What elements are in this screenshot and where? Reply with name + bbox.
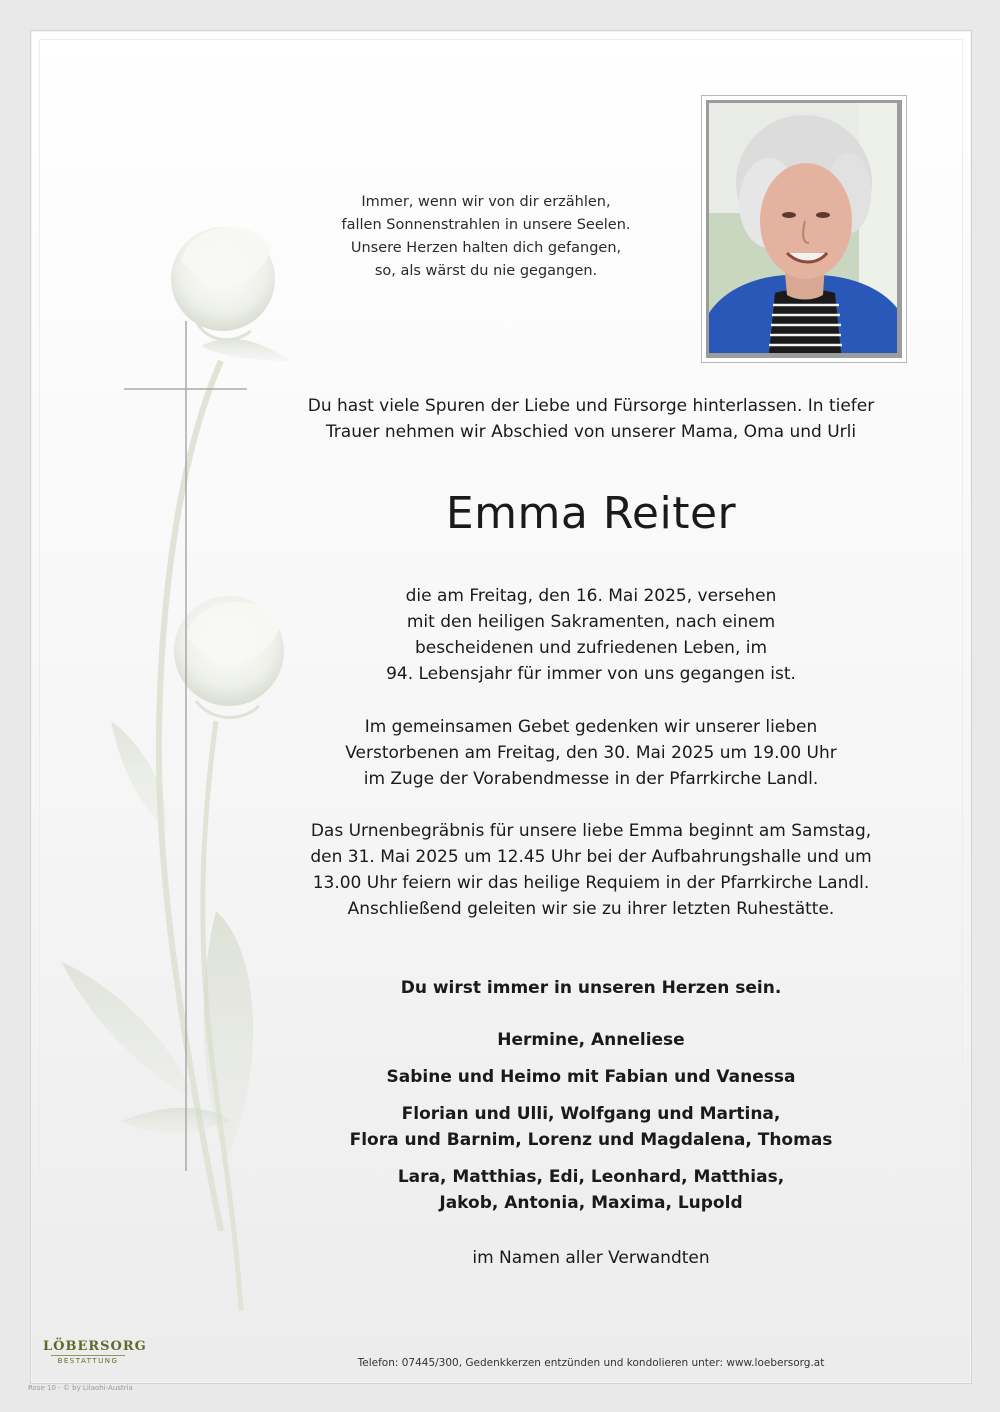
verse-line: fallen Sonnenstrahlen in unsere Seelen. [341, 217, 631, 233]
paragraph-line: die am Freitag, den 16. Mai 2025, versehen [405, 586, 777, 606]
mourner-group [261, 1101, 921, 1153]
paragraph-line: im Zuge der Vorabendmesse in der Pfarrkirche Landl. [363, 769, 819, 789]
funeral-home-logo [43, 1339, 147, 1366]
obituary-card [30, 30, 972, 1384]
intro-text [261, 393, 921, 445]
mourner-line: Jakob, Antonia, Maxima, Lupold [439, 1193, 743, 1213]
photo-mat [706, 100, 902, 358]
contact-footer: Telefon: 07445/300, Gedenkkerzen entzünden und kondolieren unter: www.loebersorg.at [357, 1357, 825, 1369]
memorial-verse [331, 191, 641, 283]
image-credit: Rose 10 - © by Lilaohi-Austria [28, 1384, 133, 1392]
paragraph-line: Verstorbenen am Freitag, den 30. Mai 2025 um 19.00 Uhr [345, 743, 837, 763]
verse-line: Immer, wenn wir von dir erzählen, [361, 194, 611, 210]
logo-brand: LÖBERSORG [43, 1339, 147, 1354]
mourner-line: Lara, Matthias, Edi, Leonhard, Matthias, [397, 1167, 785, 1187]
intro-line: Trauer nehmen wir Abschied von unserer Mama, Oma und Urli [325, 422, 857, 442]
logo-subtitle: BESTATTUNG [51, 1355, 125, 1366]
mourner-group [261, 1164, 921, 1216]
intro-line: Du hast viele Spuren der Liebe und Fürsorge hinterlassen. In tiefer [307, 396, 875, 416]
paragraph-line: Im gemeinsamen Gebet gedenken wir unserer lieben [364, 717, 818, 737]
paragraph-line: Das Urnenbegräbnis für unsere liebe Emma beginnt am Samstag, [310, 821, 872, 841]
relatives-line: im Namen aller Verwandten [472, 1248, 710, 1268]
paragraph-line: 94. Lebensjahr für immer von uns gegangen ist. [386, 664, 796, 684]
portrait-photo [709, 103, 897, 353]
mourner-line: Hermine, Anneliese [497, 1030, 685, 1050]
memorial-motto: Du wirst immer in unseren Herzen sein. [400, 978, 782, 998]
prayer-paragraph [261, 714, 921, 792]
paragraph-line: 13.00 Uhr feiern wir das heilige Requiem in der Pfarrkirche Landl. [312, 873, 870, 893]
mourner-group [261, 1064, 921, 1090]
verse-line: so, als wärst du nie gegangen. [374, 263, 598, 279]
mourner-group [261, 1027, 921, 1053]
death-notice-paragraph [261, 583, 921, 687]
funeral-paragraph [261, 818, 921, 922]
mourners-list [261, 1027, 921, 1227]
portrait-photo-frame [701, 95, 907, 363]
paragraph-line: mit den heiligen Sakramenten, nach einem [406, 612, 776, 632]
mourner-line: Florian und Ulli, Wolfgang und Martina, [401, 1104, 781, 1124]
mourner-line: Sabine und Heimo mit Fabian und Vanessa [386, 1067, 796, 1087]
paragraph-line: den 31. Mai 2025 um 12.45 Uhr bei der Aufbahrungshalle und um [310, 847, 872, 867]
mourner-line: Flora und Barnim, Lorenz und Magdalena, Thomas [349, 1130, 833, 1150]
paragraph-line: bescheidenen und zufriedenen Leben, im [414, 638, 768, 658]
verse-line: Unsere Herzen halten dich gefangen, [350, 240, 622, 256]
deceased-name: Emma Reiter [445, 488, 737, 539]
paragraph-line: Anschließend geleiten wir sie zu ihrer letzten Ruhestätte. [347, 899, 835, 919]
